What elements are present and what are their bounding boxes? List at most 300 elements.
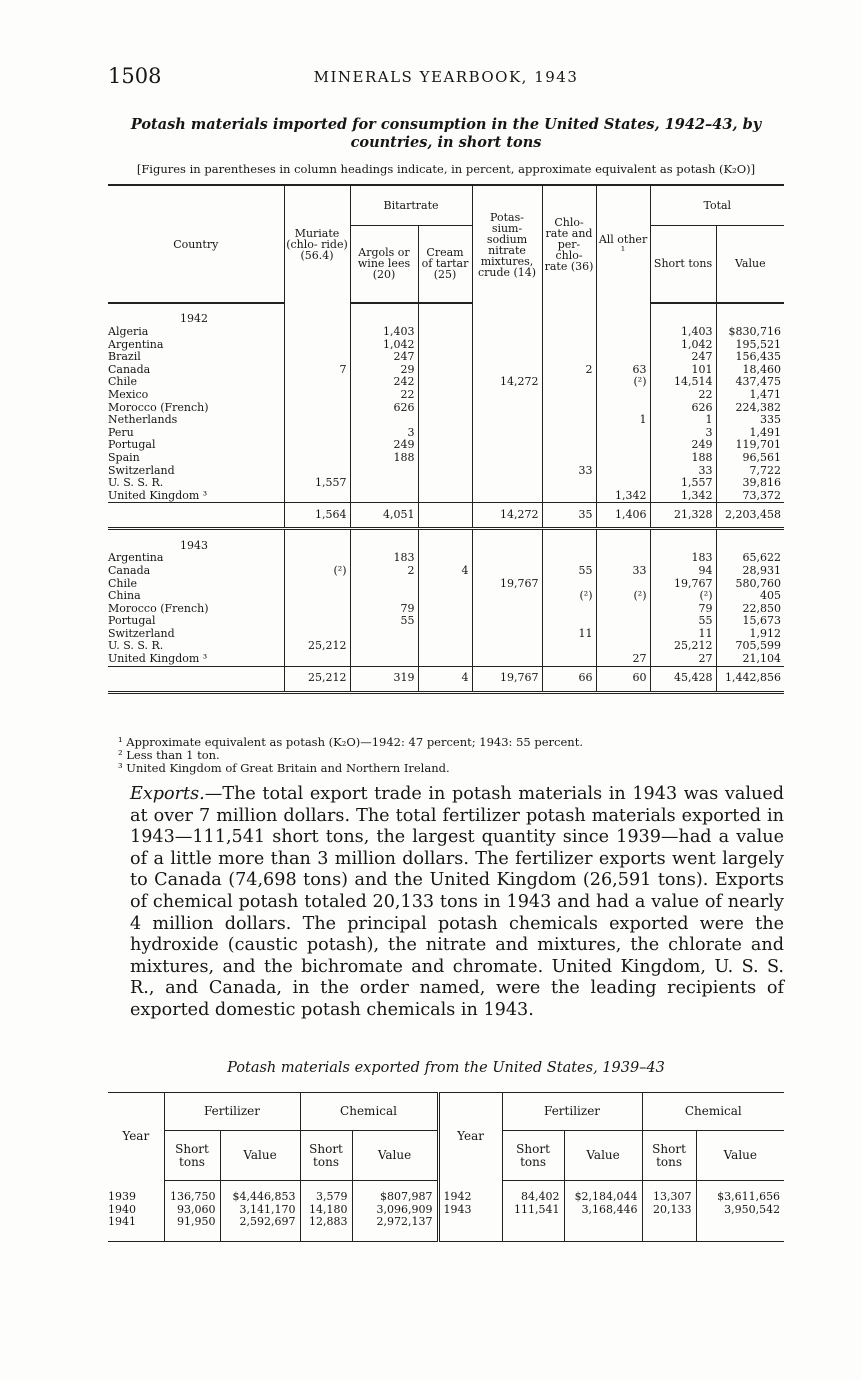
country-cell: Chile <box>108 376 138 389</box>
country-cell: U. S. S. R. <box>108 477 164 490</box>
year-cell: 1940 <box>108 1202 136 1216</box>
cream-cell <box>418 615 472 628</box>
table-row <box>108 427 784 440</box>
other-cell <box>596 439 650 452</box>
cream-cell <box>418 339 472 352</box>
empty-cell <box>542 529 596 553</box>
cream-cell <box>418 364 472 377</box>
country-cell: Portugal <box>108 615 156 628</box>
other-cell: 63 <box>596 364 650 377</box>
value-cell: 437,475 <box>716 376 784 389</box>
chlorate-cell <box>542 603 596 616</box>
total-cream-cell <box>418 503 472 529</box>
cream-cell <box>418 578 472 591</box>
tons-cell: 79 <box>650 603 716 616</box>
total-other-cell: 1,406 <box>596 503 650 529</box>
exp-col-year-left: Year <box>108 1093 164 1181</box>
potsod-cell <box>472 640 542 653</box>
country-cell: United Kingdom ³ <box>108 489 208 502</box>
table-row <box>108 326 784 339</box>
year-heading: 1942 <box>180 312 208 326</box>
c_value-cell: $807,987 <box>352 1191 438 1204</box>
col-country: Country <box>108 185 284 303</box>
country-cell: Argentina <box>108 552 164 565</box>
empty-cell <box>564 1229 642 1242</box>
empty-cell <box>472 529 542 553</box>
tons-cell: 1,557 <box>650 477 716 490</box>
other-cell: 1 <box>596 414 650 427</box>
empty-cell <box>350 529 418 553</box>
country-cell: Canada <box>108 564 151 577</box>
f_tons-cell: 91,950 <box>164 1216 220 1229</box>
table-row <box>108 603 784 616</box>
potsod-cell <box>472 439 542 452</box>
muriate-cell <box>284 578 350 591</box>
col-value: Value <box>716 225 784 303</box>
potsod-cell: 14,272 <box>472 376 542 389</box>
imports-table-body <box>108 303 784 692</box>
value-cell: 405 <box>716 590 784 603</box>
col-all-other: All other ¹ <box>596 185 650 303</box>
cream-cell <box>418 414 472 427</box>
c_value-cell <box>696 1216 784 1229</box>
country-cell: Argentina <box>108 338 164 351</box>
empty-cell <box>418 303 472 326</box>
col-total: Total <box>650 185 784 225</box>
argols-cell: 79 <box>350 603 418 616</box>
other-cell <box>596 452 650 465</box>
table-row <box>108 640 784 653</box>
exp-col-fertilizer-left: Fertilizer <box>164 1093 300 1131</box>
empty-cell <box>596 529 650 553</box>
argols-cell <box>350 490 418 503</box>
imports-table-note: [Figures in parentheses in column headings indicate, in percent, approximate equivalent as potash (K₂O)] <box>136 162 756 176</box>
argols-cell: 249 <box>350 439 418 452</box>
year-cell <box>438 1216 502 1229</box>
total-label-cell <box>108 503 284 529</box>
potsod-cell <box>472 402 542 415</box>
imports-title-line-1: Potash materials imported for consumption in the United States, 1942–43, by <box>130 116 762 133</box>
tons-cell: 249 <box>650 439 716 452</box>
value-cell: 580,760 <box>716 578 784 591</box>
argols-cell: 3 <box>350 427 418 440</box>
chlorate-cell <box>542 326 596 339</box>
imports-table <box>108 184 784 694</box>
cream-cell <box>418 603 472 616</box>
empty-cell <box>642 1229 696 1242</box>
cream-cell <box>418 590 472 603</box>
total-other-cell: 60 <box>596 666 650 692</box>
table-row <box>108 376 784 389</box>
page-header <box>108 64 784 94</box>
potsod-cell <box>472 414 542 427</box>
exp-col-year-right: Year <box>438 1093 502 1181</box>
page-number: 1508 <box>108 64 162 88</box>
cream-cell <box>418 477 472 490</box>
muriate-cell: (²) <box>284 565 350 578</box>
table-row <box>108 578 784 591</box>
table-row <box>108 565 784 578</box>
f_value-cell: 3,141,170 <box>220 1204 300 1217</box>
c_tons-cell: 12,883 <box>300 1216 352 1229</box>
year-heading-row <box>108 303 784 326</box>
cream-cell <box>418 452 472 465</box>
argols-cell: 1,042 <box>350 339 418 352</box>
table-row <box>108 452 784 465</box>
cream-cell <box>418 490 472 503</box>
tons-cell: 1,403 <box>650 326 716 339</box>
chlorate-cell <box>542 351 596 364</box>
country-cell: Netherlands <box>108 414 178 427</box>
muriate-cell: 1,557 <box>284 477 350 490</box>
total-chlorate-cell: 66 <box>542 666 596 692</box>
other-cell <box>596 351 650 364</box>
empty-cell <box>596 303 650 326</box>
empty-cell <box>696 1229 784 1242</box>
tons-cell: 1 <box>650 414 716 427</box>
total-argols-cell: 4,051 <box>350 503 418 529</box>
value-cell: 1,912 <box>716 628 784 641</box>
other-cell <box>596 603 650 616</box>
tons-cell: 19,767 <box>650 578 716 591</box>
col-bitartrate: Bitartrate <box>350 185 472 225</box>
year-cell: 1939 <box>108 1190 136 1203</box>
country-cell: Portugal <box>108 439 156 452</box>
total-tons-cell: 21,328 <box>650 503 716 529</box>
potsod-cell <box>472 565 542 578</box>
value-cell: 224,382 <box>716 402 784 415</box>
country-cell: Peru <box>108 426 134 439</box>
total-row <box>108 666 784 692</box>
other-cell <box>596 477 650 490</box>
empty-cell <box>716 303 784 326</box>
argols-cell: 183 <box>350 552 418 565</box>
value-cell: 119,701 <box>716 439 784 452</box>
tons-cell: 1,342 <box>650 490 716 503</box>
value-cell: 705,599 <box>716 640 784 653</box>
table-row <box>108 653 784 666</box>
cream-cell <box>418 351 472 364</box>
argols-cell <box>350 628 418 641</box>
value-cell: 18,460 <box>716 364 784 377</box>
col-argols: Argols or wine lees (20) <box>350 225 418 303</box>
tons-cell: 188 <box>650 452 716 465</box>
footnote-2: ² Less than 1 ton. <box>118 748 220 762</box>
chlorate-cell <box>542 389 596 402</box>
potsod-cell <box>472 653 542 666</box>
country-cell: U. S. S. R. <box>108 640 164 653</box>
value-cell: 22,850 <box>716 603 784 616</box>
year-cell: 1941 <box>108 1215 136 1228</box>
cream-cell <box>418 465 472 478</box>
col-potassium-sodium: Potas- sium- sodium nitrate mixtures, crude (14) <box>472 185 542 303</box>
table-row <box>108 465 784 478</box>
value-cell: $830,716 <box>716 326 784 339</box>
argols-cell <box>350 590 418 603</box>
empty-cell <box>650 303 716 326</box>
muriate-cell <box>284 628 350 641</box>
empty-cell <box>350 303 418 326</box>
cream-cell <box>418 402 472 415</box>
country-cell: Brazil <box>108 351 141 364</box>
value-cell: 73,372 <box>716 490 784 503</box>
country-cell: Canada <box>108 363 151 376</box>
other-cell: 1,342 <box>596 490 650 503</box>
empty-cell <box>472 303 542 326</box>
potsod-cell <box>472 615 542 628</box>
muriate-cell <box>284 439 350 452</box>
chlorate-cell: 55 <box>542 565 596 578</box>
potsod-cell <box>472 351 542 364</box>
tons-cell: 25,212 <box>650 640 716 653</box>
empty-cell <box>300 1229 352 1242</box>
empty-cell <box>220 1229 300 1242</box>
other-cell <box>596 465 650 478</box>
potsod-cell <box>472 364 542 377</box>
c_value-cell: 3,950,542 <box>696 1204 784 1217</box>
muriate-cell <box>284 552 350 565</box>
exp-col-short-tons: Short tons <box>502 1131 564 1181</box>
muriate-cell <box>284 339 350 352</box>
muriate-cell <box>284 653 350 666</box>
f_value-cell: $4,446,853 <box>220 1191 300 1204</box>
tons-cell: 33 <box>650 465 716 478</box>
empty-cell <box>716 529 784 553</box>
other-cell <box>596 640 650 653</box>
exp-col-chemical-right: Chemical <box>642 1093 784 1131</box>
muriate-cell: 7 <box>284 364 350 377</box>
tons-cell: 94 <box>650 565 716 578</box>
muriate-cell <box>284 603 350 616</box>
chlorate-cell <box>542 452 596 465</box>
value-cell: 1,491 <box>716 427 784 440</box>
tons-cell: 11 <box>650 628 716 641</box>
table-row <box>108 414 784 427</box>
total-potsod-cell: 19,767 <box>472 666 542 692</box>
tons-cell: 3 <box>650 427 716 440</box>
table-row <box>108 590 784 603</box>
potsod-cell <box>472 339 542 352</box>
spacer-row <box>108 1229 784 1242</box>
cream-cell <box>418 552 472 565</box>
f_tons-cell <box>502 1216 564 1229</box>
argols-cell <box>350 477 418 490</box>
f_value-cell: $2,184,044 <box>564 1191 642 1204</box>
total-chlorate-cell: 35 <box>542 503 596 529</box>
cream-cell <box>418 439 472 452</box>
chlorate-cell <box>542 402 596 415</box>
c_tons-cell <box>642 1216 696 1229</box>
other-cell: 33 <box>596 565 650 578</box>
col-muriate: Muriate (chlo- ride) (56.4) <box>284 185 350 303</box>
tons-cell: 55 <box>650 615 716 628</box>
muriate-cell <box>284 427 350 440</box>
other-cell: 27 <box>596 653 650 666</box>
chlorate-cell <box>542 439 596 452</box>
argols-cell: 55 <box>350 615 418 628</box>
other-cell <box>596 578 650 591</box>
muriate-cell <box>284 326 350 339</box>
argols-cell: 626 <box>350 402 418 415</box>
other-cell <box>596 615 650 628</box>
chlorate-cell <box>542 578 596 591</box>
muriate-cell <box>284 590 350 603</box>
empty-cell <box>108 1229 164 1242</box>
chlorate-cell <box>542 615 596 628</box>
year-heading: 1943 <box>180 538 208 552</box>
tons-cell: (²) <box>650 590 716 603</box>
argols-cell: 242 <box>350 376 418 389</box>
country-cell: Morocco (French) <box>108 602 209 615</box>
value-cell: 21,104 <box>716 653 784 666</box>
exports-text: —The total export trade in potash materials in 1943 was valued at over 7 million dollars. The total fertilizer potash materials exported in 1943—111,541 short tons, the largest quantity since 1939—had a value of a little more than 3 million dollars. The fertilizer exports went largely to Canada (74,698 tons) and the United Kingdom (26,591 tons). Exports of chemical potash totaled 20,133 tons in 1943 and had a value of nearly 4 million dollars. The principal potash chemicals exported were the hydroxide (caustic potash), the nitrate and mixtures, the chlorate and mixtures, and the bichromate and chromate. United Kingdom, U. S. S. R., and Canada, in the order named, were the leading recipients of exported domestic potash chemicals in 1943. <box>130 784 784 1020</box>
muriate-cell <box>284 402 350 415</box>
total-label-cell <box>108 666 284 692</box>
chlorate-cell: (²) <box>542 590 596 603</box>
argols-cell <box>350 465 418 478</box>
cream-cell: 4 <box>418 565 472 578</box>
country-cell: Mexico <box>108 388 149 401</box>
muriate-cell: 25,212 <box>284 640 350 653</box>
exp-col-fertilizer-right: Fertilizer <box>502 1093 642 1131</box>
empty-cell <box>352 1229 438 1242</box>
col-short-tons: Short tons <box>650 225 716 303</box>
running-title: MINERALS YEARBOOK, 1943 <box>313 68 579 86</box>
cream-cell <box>418 653 472 666</box>
argols-cell <box>350 653 418 666</box>
country-cell: China <box>108 590 141 603</box>
c_tons-cell: 3,579 <box>300 1191 352 1204</box>
f_tons-cell: 136,750 <box>164 1191 220 1204</box>
other-cell <box>596 402 650 415</box>
f_value-cell: 2,592,697 <box>220 1216 300 1229</box>
cream-cell <box>418 640 472 653</box>
potsod-cell <box>472 552 542 565</box>
cream-cell <box>418 376 472 389</box>
argols-cell: 247 <box>350 351 418 364</box>
muriate-cell <box>284 452 350 465</box>
total-muriate-cell: 1,564 <box>284 503 350 529</box>
other-cell <box>596 628 650 641</box>
value-cell: 7,722 <box>716 465 784 478</box>
table-row <box>108 552 784 565</box>
table-row <box>108 364 784 377</box>
c_tons-cell: 14,180 <box>300 1204 352 1217</box>
potsod-cell <box>472 427 542 440</box>
cream-cell <box>418 326 472 339</box>
potsod-cell: 19,767 <box>472 578 542 591</box>
exp-col-value: Value <box>696 1131 784 1181</box>
potsod-cell <box>472 389 542 402</box>
c_value-cell: $3,611,656 <box>696 1191 784 1204</box>
argols-cell: 29 <box>350 364 418 377</box>
col-cream: Cream of tartar (25) <box>418 225 472 303</box>
tons-cell: 626 <box>650 402 716 415</box>
potsod-cell <box>472 490 542 503</box>
footnotes <box>118 736 583 775</box>
empty-cell <box>542 303 596 326</box>
table-row <box>108 628 784 641</box>
cream-cell <box>418 628 472 641</box>
tons-cell: 14,514 <box>650 376 716 389</box>
argols-cell: 188 <box>350 452 418 465</box>
value-cell: 335 <box>716 414 784 427</box>
table-row <box>108 615 784 628</box>
value-cell: 39,816 <box>716 477 784 490</box>
empty-cell <box>284 303 350 326</box>
other-cell <box>596 552 650 565</box>
value-cell: 28,931 <box>716 565 784 578</box>
chlorate-cell: 11 <box>542 628 596 641</box>
argols-cell: 2 <box>350 565 418 578</box>
year-cell: 1943 <box>438 1204 502 1217</box>
tons-cell: 1,042 <box>650 339 716 352</box>
total-argols-cell: 319 <box>350 666 418 692</box>
argols-cell <box>350 414 418 427</box>
f_tons-cell: 84,402 <box>502 1191 564 1204</box>
chlorate-cell <box>542 653 596 666</box>
potsod-cell <box>472 590 542 603</box>
table-row <box>108 1191 784 1204</box>
value-cell: 195,521 <box>716 339 784 352</box>
muriate-cell <box>284 414 350 427</box>
value-cell: 96,561 <box>716 452 784 465</box>
imports-table-title <box>108 116 784 152</box>
other-cell <box>596 389 650 402</box>
country-cell: Spain <box>108 451 140 464</box>
empty-cell <box>284 529 350 553</box>
f_tons-cell: 93,060 <box>164 1204 220 1217</box>
muriate-cell <box>284 376 350 389</box>
tons-cell: 27 <box>650 653 716 666</box>
tons-cell: 101 <box>650 364 716 377</box>
other-cell <box>596 326 650 339</box>
value-cell: 15,673 <box>716 615 784 628</box>
table-row <box>108 389 784 402</box>
muriate-cell <box>284 351 350 364</box>
muriate-cell <box>284 490 350 503</box>
country-cell: Morocco (French) <box>108 401 209 414</box>
argols-cell: 1,403 <box>350 326 418 339</box>
c_tons-cell: 20,133 <box>642 1204 696 1217</box>
exp-col-chemical-left: Chemical <box>300 1093 438 1131</box>
chlorate-cell <box>542 376 596 389</box>
empty-cell <box>650 529 716 553</box>
empty-cell <box>164 1229 220 1242</box>
table-row <box>108 351 784 364</box>
c_value-cell: 3,096,909 <box>352 1204 438 1217</box>
table-row <box>108 439 784 452</box>
potsod-cell <box>472 452 542 465</box>
tons-cell: 22 <box>650 389 716 402</box>
potsod-cell <box>472 326 542 339</box>
exports-table-body <box>108 1181 784 1242</box>
tons-cell: 183 <box>650 552 716 565</box>
table-row <box>108 1216 784 1229</box>
chlorate-cell <box>542 414 596 427</box>
exports-paragraph <box>130 784 784 1022</box>
exp-col-short-tons: Short tons <box>300 1131 352 1181</box>
muriate-cell <box>284 465 350 478</box>
f_value-cell <box>564 1216 642 1229</box>
argols-cell <box>350 578 418 591</box>
exp-col-value: Value <box>220 1131 300 1181</box>
potsod-cell <box>472 628 542 641</box>
chlorate-cell <box>542 490 596 503</box>
exp-col-value: Value <box>352 1131 438 1181</box>
total-value-cell: 1,442,856 <box>716 666 784 692</box>
c_tons-cell: 13,307 <box>642 1191 696 1204</box>
